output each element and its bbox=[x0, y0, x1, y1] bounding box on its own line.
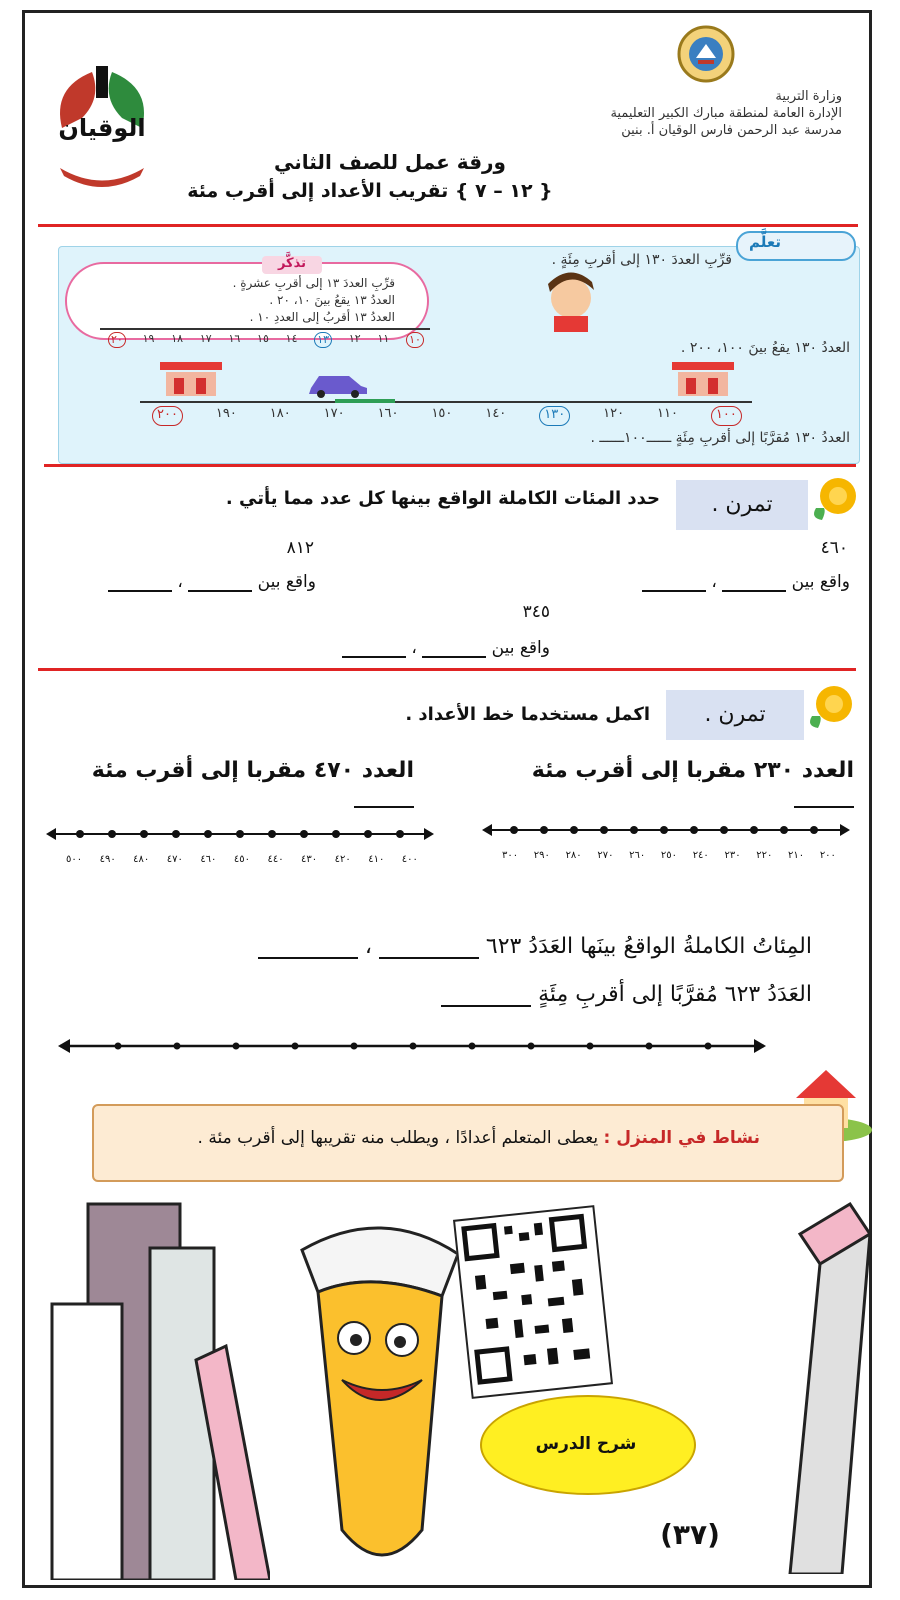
tick-label: ١١٠ bbox=[657, 406, 678, 421]
qr-code-icon bbox=[453, 1205, 613, 1399]
comma: ، bbox=[364, 934, 372, 959]
remember-line: قرِّبِ العددَ ١٣ إلى أقربِ عشرةٍ . bbox=[232, 276, 395, 290]
tick-label: ١٧ bbox=[199, 332, 212, 345]
learn-badge-label: تعلَّم bbox=[749, 233, 781, 251]
tick-label: ١٤٠ bbox=[485, 406, 507, 421]
between-label: واقع بين bbox=[257, 572, 316, 592]
school-name: مدرسة عبد الرحمن فارس الوقيان أ. بنين bbox=[621, 123, 842, 138]
number-to-place: ٣٤٥ bbox=[522, 602, 550, 622]
answer-blank[interactable] bbox=[258, 957, 358, 959]
directorate-name: الإدارة العامة لمنطقة مبارك الكبير التعليمية bbox=[610, 106, 842, 121]
answer-blank[interactable] bbox=[379, 957, 479, 959]
between-row bbox=[600, 572, 850, 592]
worksheet-title: ورقة عمل للصف الثاني bbox=[274, 150, 506, 174]
tick-label: ١٢٠ bbox=[603, 406, 625, 421]
tick-label: ٢٤٠ bbox=[692, 850, 709, 861]
remember-title: تذكَّر bbox=[277, 256, 307, 271]
question-text: العدد ٢٣٠ مقربا إلى أقرب مئة bbox=[531, 758, 854, 783]
tick-label: ١٣ bbox=[314, 332, 332, 348]
tick-label: ٤٦٠ bbox=[200, 854, 217, 865]
tick-label: ٢٣٠ bbox=[724, 850, 741, 861]
tick-label: ٤٢٠ bbox=[334, 854, 351, 865]
tick-label: ١٥٠ bbox=[431, 406, 453, 421]
answer-blank[interactable] bbox=[188, 590, 252, 592]
divider bbox=[38, 224, 858, 227]
number-line-right bbox=[480, 820, 852, 840]
tick-label: ١٣٠ bbox=[539, 406, 570, 426]
tick-label: ١٥ bbox=[257, 332, 269, 345]
tick-label: ٢١٠ bbox=[788, 850, 805, 861]
answer-blank[interactable] bbox=[441, 1005, 531, 1007]
tick-label: ١٤ bbox=[285, 332, 298, 345]
big-number-ticks bbox=[152, 406, 742, 426]
between-label: واقع بين bbox=[491, 638, 550, 658]
question-text: العدد ٤٧٠ مقربا إلى أقرب مئة bbox=[91, 758, 414, 783]
answer-blank[interactable] bbox=[108, 590, 172, 592]
number-line-left-ticks bbox=[66, 854, 418, 865]
tick-label: ٢٠ bbox=[108, 332, 126, 348]
number-line-left bbox=[44, 824, 436, 844]
tick-label: ١٦٠ bbox=[377, 406, 399, 421]
tick-label: ٤٠٠ bbox=[401, 854, 418, 865]
tick-label: ٤٧٠ bbox=[166, 854, 183, 865]
books-illustration bbox=[30, 1196, 270, 1580]
school-logo bbox=[42, 58, 162, 194]
tick-label: ١٢ bbox=[348, 332, 361, 345]
tick-label: ١٠ bbox=[406, 332, 424, 348]
big-number-line bbox=[140, 401, 752, 403]
between-row bbox=[70, 572, 316, 592]
tick-label: ١٠٠ bbox=[711, 406, 742, 426]
exercise3-text: المِئاتُ الكاملةُ الواقعُ بينَها العَدَدُ ٦٢٣ bbox=[485, 934, 812, 959]
exercise3-line1 bbox=[180, 934, 812, 959]
tick-label: ٤٨٠ bbox=[133, 854, 150, 865]
between-statement: العددُ ١٣٠ يقعُ بينَ ١٠٠، ٢٠٠ . bbox=[680, 340, 850, 356]
exercise2-left-question bbox=[48, 758, 414, 808]
tick-label: ١٩٠ bbox=[215, 406, 237, 421]
speech-bubble-text: شرح الدرس bbox=[535, 1434, 637, 1454]
answer-blank[interactable] bbox=[794, 806, 854, 808]
tick-label: ٣٠٠ bbox=[502, 850, 519, 861]
number-to-place: ٤٦٠ bbox=[820, 538, 848, 558]
tick-label: ١٩ bbox=[142, 332, 155, 345]
comma: ، bbox=[411, 638, 417, 658]
answer-blank[interactable] bbox=[354, 806, 414, 808]
exercise1-instruction: حدد المئات الكاملة الواقع بينها كل عدد مما يأتي . bbox=[225, 488, 660, 509]
page-number: (٣٧) bbox=[660, 1518, 720, 1551]
number-to-place: ٨١٢ bbox=[286, 538, 314, 558]
small-number-ticks bbox=[108, 332, 424, 348]
tick-label: ٢٩٠ bbox=[533, 850, 550, 861]
logo-text: الوقيان bbox=[58, 114, 146, 142]
tick-label: ٤١٠ bbox=[368, 854, 385, 865]
gas-station-icon bbox=[670, 360, 736, 398]
tick-label: ٢٥٠ bbox=[660, 850, 678, 861]
comma: ، bbox=[177, 572, 183, 592]
tick-label: ٢٧٠ bbox=[597, 850, 614, 861]
between-label: واقع بين bbox=[791, 572, 850, 592]
small-number-line bbox=[100, 328, 430, 330]
tick-label: ٤٤٠ bbox=[267, 854, 284, 865]
rounding-answer: العددُ ١٣٠ مُقرَّبًا إلى أقربِ مِئَةٍ ــــــ١٠٠ــــــ . bbox=[590, 430, 850, 446]
pencil-icon bbox=[780, 1194, 876, 1574]
exercise-tab bbox=[666, 690, 804, 740]
tick-label: ٢٦٠ bbox=[629, 850, 646, 861]
exercise2-instruction: اكمل مستخدما خط الأعداد . bbox=[405, 704, 650, 725]
ministry-name: وزارة التربية bbox=[775, 89, 842, 104]
thinking-boy-icon bbox=[536, 266, 606, 332]
tick-label: ٢٢٠ bbox=[756, 850, 773, 861]
answer-blank[interactable] bbox=[642, 590, 706, 592]
tick-label: ١٦ bbox=[228, 332, 241, 345]
exercise3-text: العَدَدُ ٦٢٣ مُقرَّبًا إلى أقربِ مِئَةٍ bbox=[538, 982, 812, 1007]
between-row bbox=[300, 638, 550, 658]
tick-label: ٤٩٠ bbox=[99, 854, 116, 865]
remember-line: العددُ ١٣ أقربُ إلى العددِ ١٠ . bbox=[249, 310, 395, 324]
remember-line: العددُ ١٣ يقعُ بينَ ١٠، ٢٠ . bbox=[269, 293, 395, 307]
tick-label: ٤٥٠ bbox=[233, 854, 251, 865]
home-activity-label: نشاط في المنزل : bbox=[603, 1128, 760, 1148]
answer-blank[interactable] bbox=[722, 590, 786, 592]
tick-label: ٤٣٠ bbox=[301, 854, 318, 865]
number-line-blank bbox=[56, 1036, 768, 1056]
flower-icon bbox=[808, 474, 866, 524]
home-activity bbox=[130, 1128, 760, 1148]
learn-prompt: قرِّبِ العددَ ١٣٠ إلى أقربِ مِئَةٍ . bbox=[551, 252, 732, 268]
home-activity-text: يعطى المتعلم أعدادًا ، ويطلب منه تقريبها إلى أقرب مئة . bbox=[197, 1128, 599, 1148]
answer-blank[interactable] bbox=[342, 656, 406, 658]
exercise3-line2 bbox=[380, 982, 812, 1007]
exercise2-right-question bbox=[484, 758, 854, 808]
comma: ، bbox=[711, 572, 717, 592]
big-number-line-highlight bbox=[335, 399, 395, 403]
tick-label: ١١ bbox=[377, 332, 390, 345]
exercise-tab bbox=[676, 480, 808, 530]
number-line-right-ticks bbox=[502, 850, 836, 861]
tick-label: ١٧٠ bbox=[323, 406, 345, 421]
tick-label: ٢٨٠ bbox=[565, 850, 582, 861]
answer-blank[interactable] bbox=[422, 656, 486, 658]
tick-label: ١٨ bbox=[171, 332, 184, 345]
lesson-title: { ١٢ – ٧ } تقريب الأعداد إلى أقرب مئة bbox=[187, 180, 553, 202]
divider bbox=[44, 464, 856, 467]
flower-icon bbox=[804, 682, 862, 732]
gas-station-icon bbox=[158, 360, 224, 398]
divider bbox=[38, 668, 856, 671]
exercise-tab-label: تمرن . bbox=[704, 702, 766, 727]
car-icon bbox=[305, 372, 371, 398]
tick-label: ٥٠٠ bbox=[66, 854, 83, 865]
tick-label: ١٨٠ bbox=[269, 406, 291, 421]
tick-label: ٢٠٠ bbox=[152, 406, 183, 426]
kuwait-emblem-icon bbox=[676, 24, 736, 84]
exercise-tab-label: تمرن . bbox=[711, 492, 773, 517]
tick-label: ٢٠٠ bbox=[819, 850, 836, 861]
